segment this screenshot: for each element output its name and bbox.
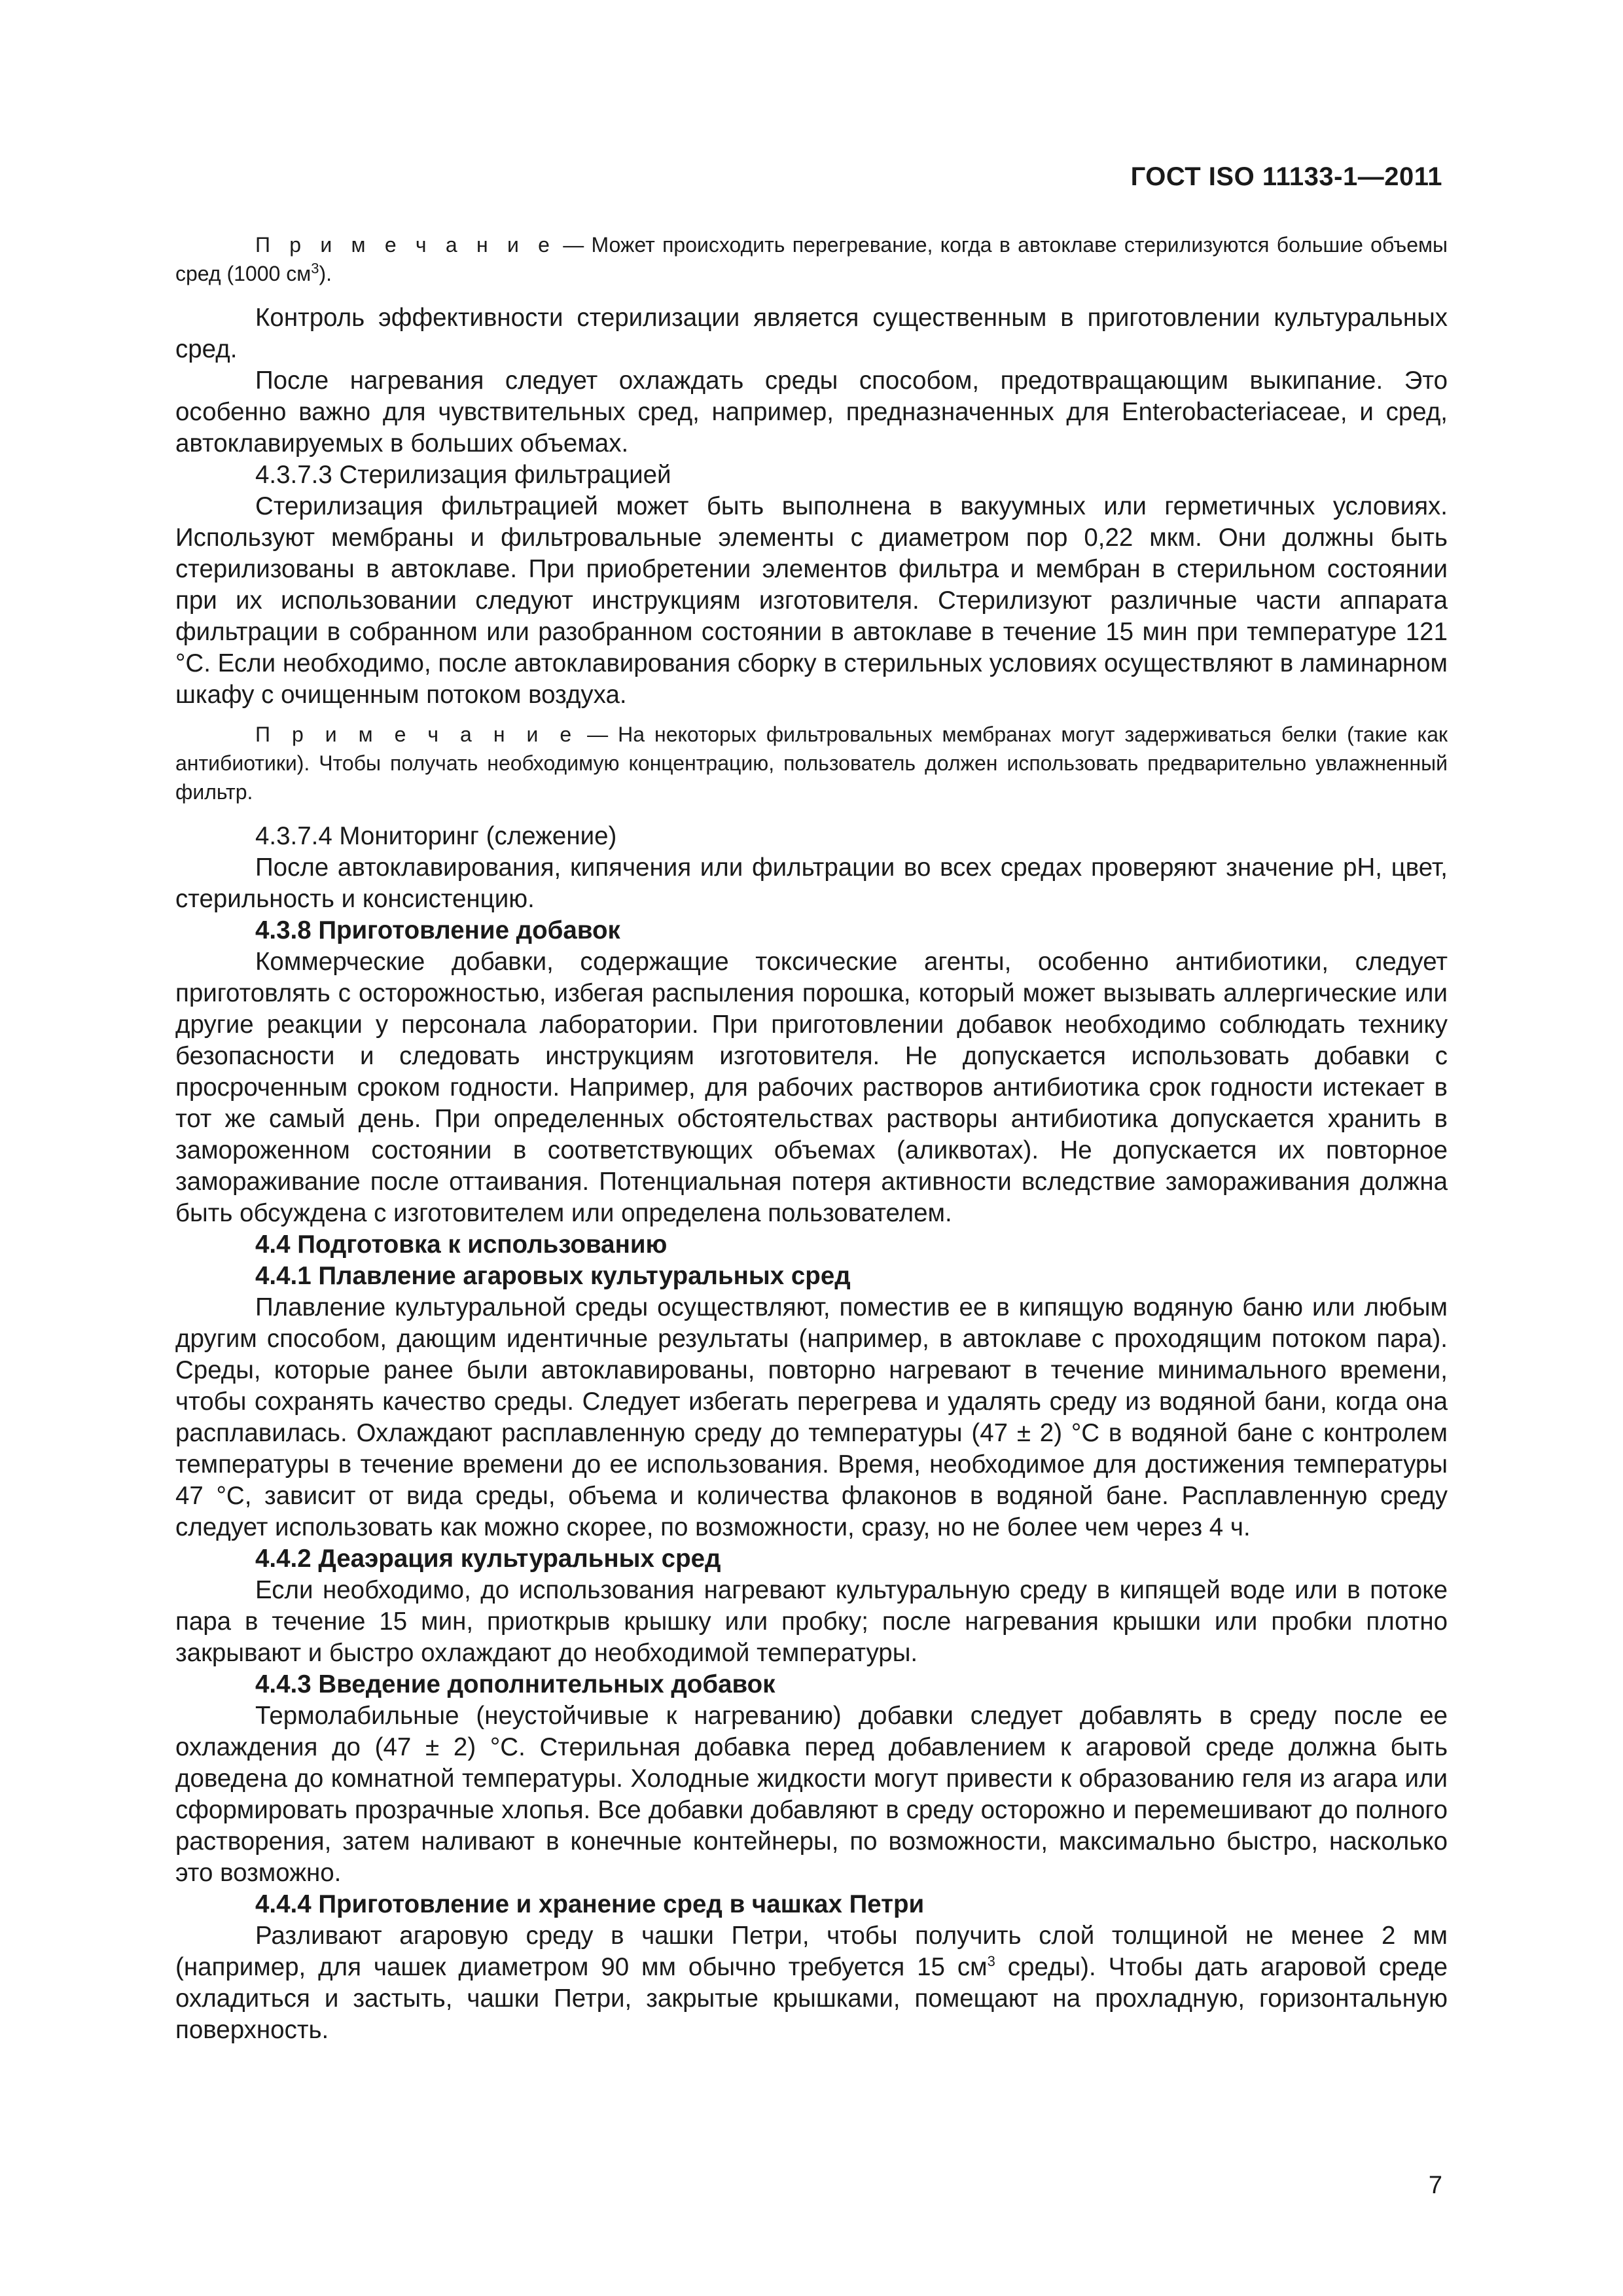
paragraph: После нагревания следует охлаждать среды способом, предотвращающим выкипание. Это особенно важно для чувствительных сред, например, предназначенных для Enterobacteriaceae, и сред, автоклавируемых в больших объемах.: [175, 367, 1448, 457]
paragraph: Коммерческие добавки, содержащие токсические агенты, особенно антибиотики, следует приготовлять с осторожностью, избегая распыления порошка, который может вызывать аллергические или другие реакции у персонала лаборатории. При приготовлении добавок необходимо соблюдать технику безопасности и следовать инструкциям изготовителя. Не допускается использовать добавки с просроченным сроком годности. Например, для рабочих растворов антибиотика срок годности истекает в тот же самый день. При определенных обстоятельствах растворы антибиотика допускается хранить в замороженном состоянии в соответствующих объемах (аликвотах). Не допускается их повторное замораживание после оттаивания. Потенциальная потеря активности вследствие замораживания должна быть обсуждена с изготовителем или определена пользователем.: [175, 948, 1448, 1227]
section-heading-4-3-8: 4.3.8 Приготовление добавок: [255, 916, 620, 944]
section-heading-4-3-7-4: 4.3.7.4 Мониторинг (слежение): [255, 822, 617, 850]
section-heading-4-4-1: 4.4.1 Плавление агаровых культуральных сред: [255, 1262, 851, 1290]
section-heading-4-4-2: 4.4.2 Деаэрация культуральных сред: [255, 1545, 721, 1573]
paragraph: Термолабильные (неустойчивые к нагреванию) добавки следует добавлять в среду после ее охлаждения до (47 ± 2) °С. Стерильная добавка перед добавлением к агаровой среде должна быть доведена до комнатной температуры. Холодные жидкости могут привести к образованию геля из агара или сформировать прозрачные хлопья. Все добавки добавляют в среду осторожно и перемешивают до полного растворения, затем наливают в конечные контейнеры, по возможности, максимально быстро, насколько это возможно.: [175, 1702, 1448, 1887]
paragraph: После автоклавирования, кипячения или фильтрации во всех средах проверяют значение pH, цвет, стерильность и консистенцию.: [175, 853, 1448, 913]
note-label: П р и м е ч а н и е: [255, 723, 578, 746]
paragraph-text-end: среды). Чтобы дать агаровой среде охладиться и застыть, чашки Петри, закрытые крышками, помещают на прохладную, горизонтальную поверхность.: [175, 1953, 1448, 2044]
paragraph: Если необходимо, до использования нагревают культуральную среду в кипящей воде или в потоке пара в течение 15 мин, приоткрыв крышку или пробку; после нагревания крышки или пробки плотно закрывают и быстро охлаждают до необходимой температуры.: [175, 1576, 1448, 1667]
section-heading-4-4-3: 4.4.3 Введение дополнительных добавок: [255, 1670, 776, 1698]
note-text: — На некоторых фильтровальных мембранах могут задерживаться белки (такие как антибиотики). Чтобы получать необходимую концентрацию, пользователь должен использовать предварительно увлажненный фильтр.: [175, 723, 1448, 804]
paragraph: Контроль эффективности стерилизации является существенным в приготовлении культуральных сред.: [175, 304, 1448, 363]
page-number: 7: [1428, 2172, 1442, 2199]
superscript: 3: [987, 1953, 995, 1970]
paragraph: Плавление культуральной среды осуществляют, поместив ее в кипящую водяную баню или любым другим способом, дающим идентичные результаты (например, в автоклаве с проходящим потоком пара). Среды, которые ранее были автоклавированы, повторно нагревают в течение минимального времени, чтобы сохранять качество среды. Следует избегать перегрева и удалять среду из водяной бани, когда она расплавилась. Охлаждают расплавленную среду до температуры (47 ± 2) °С в водяной бане с контролем температуры в течение времени до ее использования. Время, необходимое для достижения температуры 47 °С, зависит от вида среды, объема и количества флаконов в водяной бане. Расплавленную среду следует использовать как можно скорее, по возможности, сразу, но не более чем через 4 ч.: [175, 1293, 1448, 1541]
note-text: — Может происходить перегревание, когда в автоклаве стерилизуются большие объемы сред (1000 см: [175, 233, 1448, 285]
page-content: [175, 230, 1448, 2046]
note-label: П р и м е ч а н и е: [255, 233, 556, 257]
section-heading-4-3-7-3: 4.3.7.3 Стерилизация фильтрацией: [255, 461, 671, 489]
section-heading-4-4-4: 4.4.4 Приготовление и хранение сред в чашках Петри: [255, 1890, 925, 1918]
section-heading-4-4: 4.4 Подготовка к использованию: [255, 1230, 668, 1259]
document-code-header: ГОСТ ISO 11133-1—2011: [1130, 162, 1442, 191]
superscript: 3: [311, 260, 319, 277]
paragraph: Стерилизация фильтрацией может быть выполнена в вакуумных или герметичных условиях. Используют мембраны и фильтровальные элементы с диаметром пор 0,22 мкм. Они должны быть стерилизованы в автоклаве. При приобретении элементов фильтра и мембран в стерильном состоянии при их использовании следуют инструкциям изготовителя. Стерилизуют различные части аппарата фильтрации в собранном или разобранном состоянии в автоклаве в течение 15 мин при температуре 121 °С. Если необходимо, после автоклавирования сборку в стерильных условиях осуществляют в ламинарном шкафу с очищенным потоком воздуха.: [175, 492, 1448, 709]
paragraph: [175, 1920, 1448, 2046]
note-text-end: ).: [319, 262, 332, 285]
paragraph-text: Разливают агаровую среду в чашки Петри, чтобы получить слой толщиной не менее 2 мм (например, для чашек диаметром 90 мм обычно требуется 15 см: [175, 1922, 1448, 1981]
note-1: [175, 230, 1448, 288]
note-2: [175, 720, 1448, 806]
